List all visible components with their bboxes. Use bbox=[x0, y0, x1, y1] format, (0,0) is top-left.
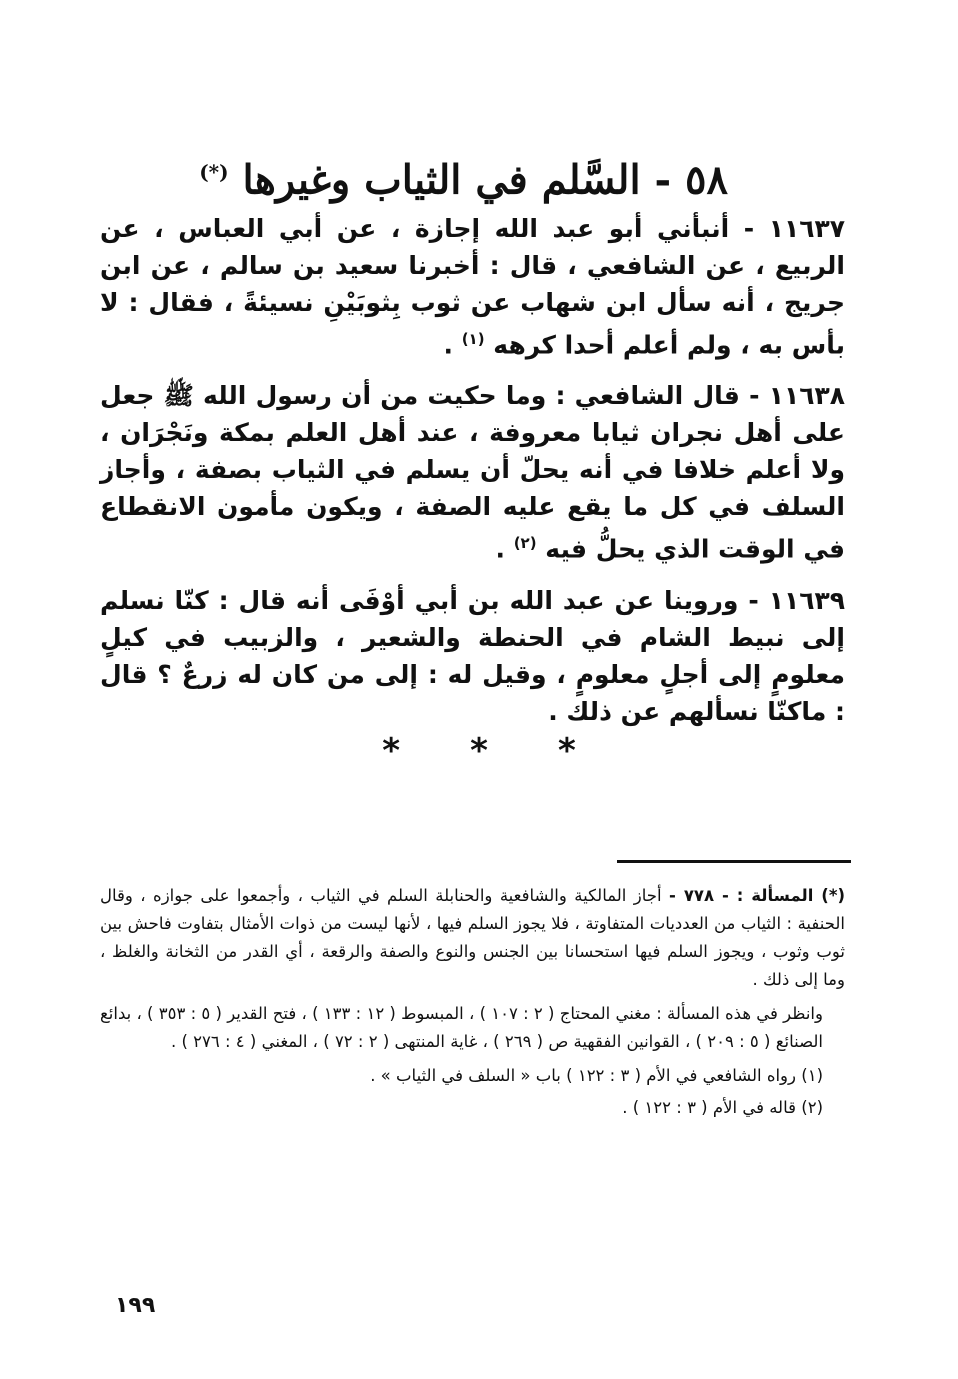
chapter-title-text: ٥٨ - السَّلم في الثياب وغيرها bbox=[242, 156, 728, 204]
paragraph-number: ١١٦٣٨ bbox=[768, 381, 845, 411]
paragraph-text: - وروينا عن عبد الله بن أبي أوْفَى أنه قال : كنّا نسلم إلى نبيط الشام في الحنطة والشعير ، والزبيب في كيلٍ معلومٍ إلى أجلٍ معلومٍ ، وقيل له : إلى من كان له زرعٌ ؟ قال : ماكنّا نسألهم عن ذلك . bbox=[100, 585, 845, 726]
paragraph-text: - قال الشافعي : وما حكيت من أن رسول الله ﷺ جعل على أهل نجران ثيابا معروفة ، عند أهل العلم بمكة ونَجْرَان ، ولا أعلم خلافا في أنه يحلّ أن يسلم في الثياب بصفة ، وأجاز السلف في كل ما يقع عليه الصفة ، ويكون مأمون الانقطاع في الوقت الذي يحلُّ فيه bbox=[100, 381, 845, 564]
paragraph-number: ١١٦٣٧ bbox=[768, 214, 845, 243]
chapter-title bbox=[199, 140, 728, 212]
section-separator bbox=[0, 726, 958, 776]
footnote-star bbox=[100, 882, 845, 994]
paragraph-11639 bbox=[100, 582, 845, 730]
footnote-references: وانظر في هذه المسألة : مغني المحتاج ( ٢ : ١٠٧ ) ، المبسوط ( ١٢ : ١٣٣ ) ، فتح القدير ( ٥ : ٣٥٣ ) ، بدائع الصنائع ( ٥ : ٢٠٩ ) ، القوانين الفقهية ص ( ٢٦٩ ) ، غاية المنتهى ( ٢ : ٧٢ ) ، المغني ( ٤ : ٢٧٦ ) . bbox=[100, 1004, 823, 1051]
paragraph-text: - أنبأني أبو عبد الله إجازة ، عن أبي العباس ، عن الربيع ، عن الشافعي ، قال : أخبرنا سعيد بن سالم ، عن ابن جريج ، أنه سأل ابن شهاب عن ثوب بِثوبَيْنِ نسيئةً ، فقال : لا بأس به ، ولم أعلم أحدا كرهه bbox=[100, 214, 845, 360]
page-number: ١٩٩ bbox=[115, 1293, 156, 1318]
footnote-star-lead: (*) المسألة : - ٧٧٨ - bbox=[669, 886, 845, 905]
main-text bbox=[100, 210, 845, 744]
paragraph-number: ١١٦٣٩ bbox=[768, 585, 845, 615]
footnote-star-text: أجاز المالكية والشافعية والحنابلة السلم في الثياب ، وأجمعوا على جوازه ، وقال الحنفية : الثياب من العدديات المتفاوتة ، فلا يجوز السلم فيها ، لأنها ليست من ذوات الأمثال بتفاوت فاحش بين ثوب وثوب ، ويجوز السلم فيها استحسانا بين الجنس والنوع والصفة والرقعة ، أي القدر من الثخانة والغلظ ، وما إلى ذلك . bbox=[100, 886, 845, 989]
paragraph-11638 bbox=[100, 377, 845, 567]
footnote-divider bbox=[617, 860, 851, 863]
footnote-reference: (٢) bbox=[513, 534, 537, 553]
paragraph-11637 bbox=[100, 210, 845, 363]
footnotes bbox=[100, 882, 845, 1126]
footnote-2: (٢) قاله في الأم ( ٣ : ١٢٢ ) . bbox=[622, 1098, 823, 1117]
paragraph-end: . bbox=[495, 534, 505, 564]
footnote-1: (١) رواه الشافعي في الأم ( ٣ : ١٢٢ ) باب « السلف في الثياب » . bbox=[370, 1066, 823, 1085]
separator-star: * bbox=[470, 731, 488, 771]
separator-star: * bbox=[382, 731, 401, 771]
footnote-reference: (١) bbox=[461, 330, 485, 348]
paragraph-end: . bbox=[443, 330, 453, 360]
separator-star: * bbox=[557, 731, 576, 771]
chapter-footnote-mark: (*) bbox=[199, 160, 229, 184]
